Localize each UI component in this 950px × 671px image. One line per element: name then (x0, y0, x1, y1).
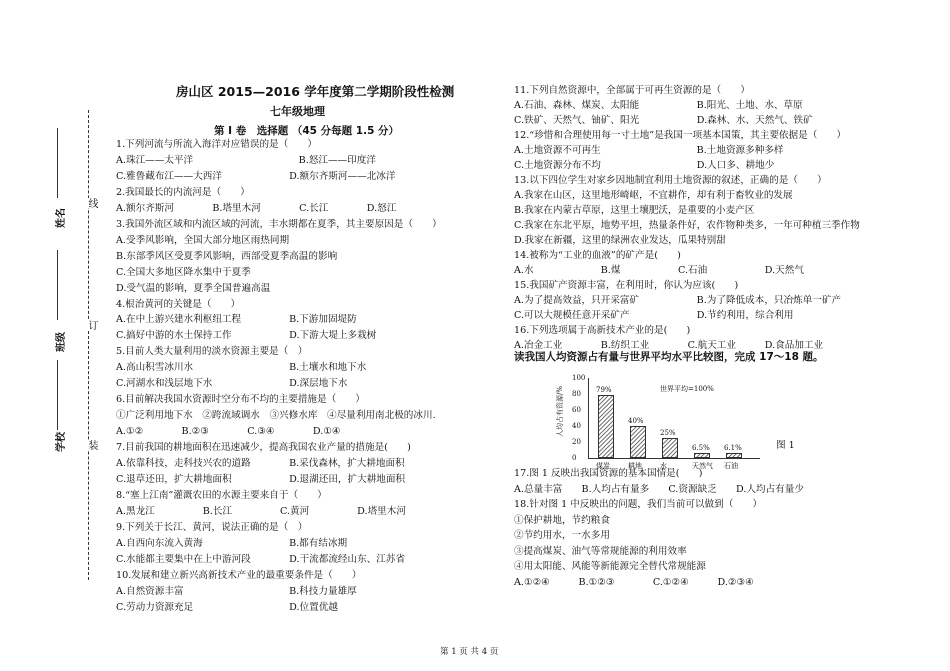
left-line-17: ①广泛利用地下水 ②跨流域调水 ③兴修水库 ④尽量利用南北极的冰川. (116, 410, 436, 422)
left-line-27: 10.发展和建立新兴高新技术产业的最重要条件是（ ） (116, 569, 362, 581)
chart-value-label-3: 6.5% (692, 443, 710, 452)
right-line-4: A.土地资源不可再生 B.土地资源多种多样 (514, 145, 784, 156)
chart-bar-2 (662, 438, 678, 458)
right-line-2: C.铁矿、天然气、铀矿、阳光 D.森林、水、天然气、铁矿 (514, 115, 813, 126)
right-line-11: 14.被称为“工业的血液”的矿产是( ) (514, 250, 681, 261)
right-line-12: A.水 B.煤 C.石油 D.天然气 (514, 265, 804, 276)
dashed-binding-line (88, 110, 89, 580)
name-blank-line (57, 128, 58, 198)
left-line-29: C.劳动力资源充足 D.位置优越 (116, 601, 338, 613)
chart-category-label-1: 耕地 (628, 462, 642, 470)
page-subtitle: 七年级地理 (270, 105, 325, 118)
chart-ytick-0: 100 (572, 374, 586, 382)
left-line-28: A.自然资源丰富 B.科技力量雄厚 (116, 585, 357, 597)
chart-bar-4 (726, 453, 742, 458)
left-line-22: 8.“塞上江南”灌溉农田的水源主要来自于（ ） (116, 489, 327, 501)
left-line-13: 5.目前人类大量利用的淡水资源主要是（ ） (116, 346, 308, 358)
left-line-11: A.在中上游兴建水利枢纽工程 B.下游加固堤防 (116, 314, 357, 326)
right-line-13: 15.我国矿产资源丰富，在利用时，你认为应该( ) (514, 280, 739, 291)
left-line-20: A.依靠科技，走科技兴农的道路 B.采伐森林，扩大耕地面积 (116, 458, 405, 469)
chart-category-label-2: 水 (660, 462, 667, 470)
binding-label-zhuang: 装 (86, 440, 97, 450)
left-line-12: C.搞好中游的水土保持工作 D.下游大堤上多栽树 (116, 330, 377, 342)
left-line-4: A.额尔齐斯河 B.塔里木河 C.长江 D.怒江 (116, 202, 397, 214)
chart-category-label-3: 天然气 (692, 462, 713, 470)
class-label: 班级 (56, 332, 67, 352)
right-line-7: A.我家在山区，这里地形崎岖，不宜耕作，却有利于畜牧业的发展 (514, 190, 793, 201)
chart-x-axis (588, 458, 760, 459)
chart-ytick-2: 60 (572, 406, 581, 414)
right-line-1: A.石油、森林、煤炭、太阳能 B.阳光、土地、水、草原 (514, 100, 803, 111)
left-line-10: 4.根治黄河的关键是（ ） (116, 298, 241, 310)
right-line-15: C.可以大规模任意开采矿产 D.节约利用，综合利用 (514, 310, 794, 321)
right-line-0: 11.下列自然资源中，全部属于可再生资源的是（ ） (514, 85, 750, 96)
left-line-19: 7.目前我国的耕地面积在迅速减少，提高我国农业产量的措施是( ) (116, 442, 411, 454)
school-blank-line (57, 360, 58, 430)
school-label: 学校 (56, 432, 67, 452)
right-line-3: 12.“珍惜和合理使用每一寸土地”是我国一项基本国策，其主要依据是（ ） (514, 130, 847, 141)
right_after-line-3: ①保护耕地，节约粮食 (514, 514, 610, 526)
left-line-0: 1.下列河流与所流入海洋对应错误的是（ ） (116, 139, 318, 150)
right-line-8: B.我家在内蒙古草原，这里土壤肥沃，是重要的小麦产区 (514, 205, 755, 216)
page-footer: 第 1 页 共 4 页 (440, 647, 499, 657)
left-line-3: 2.我国最长的内流河是（ ） (116, 186, 250, 198)
right_after-line-0: 17.图 1 反映出我国资源的基本国情是( ) (514, 468, 703, 479)
left-line-24: 9.下列关于长江、黄河，说法正确的是（ ） (116, 521, 308, 533)
right-line-17: A.冶金工业 B.纺织工业 C.航天工业 D.食品加工业 (514, 340, 824, 351)
chart-bar-0 (598, 395, 614, 458)
left-line-5: 3.我国外流区域和内流区域的河流，丰水期都在夏季，其主要原因是（ ） (116, 218, 442, 230)
chart-category-label-4: 石油 (724, 462, 738, 470)
left-line-21: C.退草还田，扩大耕地面积 D.退湖还田，扩大耕地面积 (116, 473, 406, 485)
left-line-1: A.珠江——太平洋 B.怒江——印度洋 (116, 154, 376, 166)
left-line-26: C.水能都主要集中在上中游河段 D.干流都流经山东、江苏省 (116, 553, 406, 565)
chart-ytick-5: 0 (572, 454, 577, 462)
left-line-18: A.①② B.②③ C.③④ D.①④ (116, 426, 341, 438)
right-line-14: A.为了提高效益，只开采富矿 B.为了降低成本，只冶炼单一矿产 (514, 295, 842, 306)
right_after-line-2: 18.针对图 1 中反映出的问题，我们当前可以做到（ ） (514, 499, 763, 510)
left-line-7: B.东部季风区受夏季风影响，西部受夏季高温的影响 (116, 250, 338, 262)
binding-label-xian: 线 (86, 198, 97, 208)
chart-ytick-3: 40 (572, 422, 581, 430)
left-line-25: A.自西向东流入黄海 B.都有结冰期 (116, 537, 348, 549)
page-title: 房山区 2015—2016 学年度第二学期阶段性检测 (176, 84, 455, 99)
class-blank-line (57, 250, 58, 320)
chart-instruction: 读我国人均资源占有量与世界平均水平比较图，完成 17～18 题。 (514, 351, 824, 363)
left-line-6: A.受季风影响，全国大部分地区雨热同期 (116, 234, 290, 246)
left-line-2: C.雅鲁藏布江——大西洋 D.额尔齐斯河——北冰洋 (116, 170, 396, 182)
left-line-23: A.黑龙江 B.长江 C.黄河 D.塔里木河 (116, 505, 406, 517)
resource-chart (556, 372, 760, 470)
right-line-6: 13.以下四位学生对家乡因地制宜利用土地资源的叙述，正确的是（ ） (514, 175, 827, 186)
chart-bar-1 (630, 426, 646, 458)
right-line-5: C.土地资源分布不均 D.人口多、耕地少 (514, 160, 775, 171)
right-line-9: C.我家在东北平原，地势平坦，热量条件好，农作物种类多，一年可种植三季作物 (514, 220, 860, 231)
chart-y-axis-label: 人均占有资源/% (556, 385, 564, 437)
right_after-line-4: ②节约用水，一水多用 (514, 530, 610, 541)
chart-value-label-0: 79% (596, 385, 612, 394)
chart-bar-3 (694, 453, 710, 458)
left-line-14: A.高山积雪冰川水 B.土壤水和地下水 (116, 362, 367, 374)
right_after-line-6: ④用太阳能、风能等新能源完全替代常规能源 (514, 561, 706, 572)
chart-ytick-1: 80 (572, 390, 581, 398)
right_after-line-5: ③提高煤炭、油气等常规能源的利用效率 (514, 545, 687, 557)
right_after-line-7: A.①②④ B.①②③ C.①②④ D.②③④ (514, 576, 754, 588)
chart-ytick-4: 20 (572, 438, 581, 446)
name-label: 姓名 (56, 208, 67, 228)
chart-annotation: 世界平均=100% (660, 385, 714, 393)
chart-y-axis (588, 378, 589, 458)
left-line-8: C.全国大多地区降水集中于夏季 (116, 266, 251, 278)
chart-category-label-0: 煤炭 (596, 462, 610, 470)
chart-caption: 图 1 (776, 440, 795, 451)
chart-value-label-2: 25% (660, 429, 676, 437)
chart-value-label-4: 6.1% (724, 444, 742, 453)
right_after-line-1: A.总量丰富 B.人均占有量多 C.资源缺乏 D.人均占有量少 (514, 483, 804, 495)
section-heading: 第 Ⅰ 卷 选择题 （45 分每题 1.5 分） (214, 125, 400, 137)
right-line-10: D.我家在新疆，这里的绿洲农业发达，瓜果特别甜 (514, 235, 726, 246)
left-line-16: 6.目前解决我国水资源时空分布不均的主要措施是（ ） (116, 394, 365, 406)
binding-label-ding: 订 (86, 320, 97, 330)
chart-value-label-1: 40% (628, 417, 644, 425)
left-line-9: D.受气温的影响，夏季全国普遍高温 (116, 282, 271, 294)
right-line-16: 16.下列选项属于高新技术产业的是( ) (514, 325, 691, 336)
left-line-15: C.河湖水和浅层地下水 D.深层地下水 (116, 378, 348, 390)
